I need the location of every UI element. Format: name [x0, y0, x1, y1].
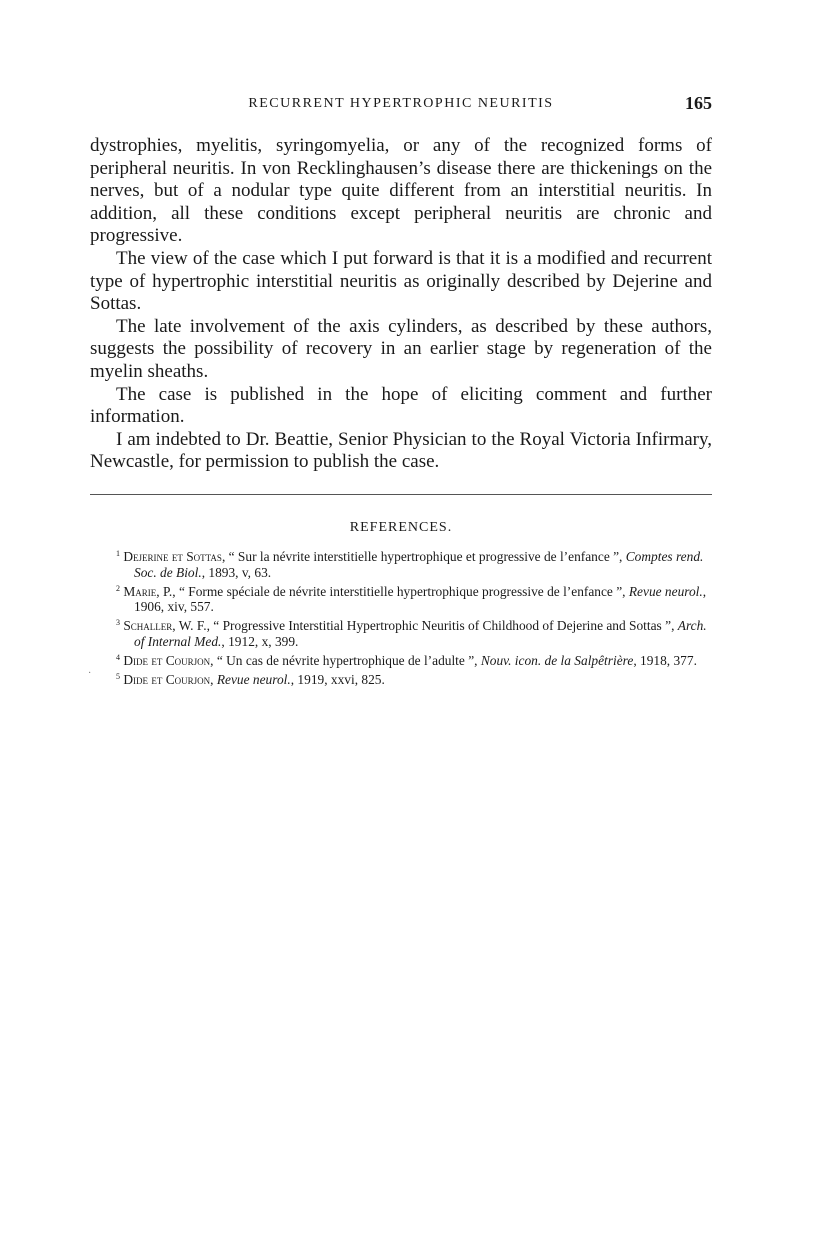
reference-item [116, 581, 712, 616]
reference-title: “ Progressive Interstitial Hypertrophic Neuritis of Childhood of Dejerine and Sottas ”, [209, 618, 678, 634]
reference-number: 4 [116, 652, 120, 662]
reference-item [116, 669, 712, 688]
reference-number: 2 [116, 583, 120, 593]
reference-details: , 1918, 377. [633, 652, 697, 668]
page-number: 165 [685, 93, 712, 113]
reference-number: 5 [116, 671, 120, 681]
reference-authors: Dide et Courjon, [123, 652, 214, 668]
reference-title: “ Sur la névrite interstitielle hypertrophique et progressive de l’enfance ”, [225, 549, 626, 564]
paragraph-acknowledgement: I am indebted to Dr. Beattie, Senior Physician to the Royal Victoria Infirmary, Newcastle, for permission to publish the case. [90, 428, 712, 473]
reference-number: 1 [116, 549, 120, 558]
body-text [90, 135, 712, 474]
paragraph-publication-hope: The case is published in the hope of eliciting comment and further information. [90, 383, 712, 428]
stray-mark: · [88, 668, 92, 679]
reference-journal: Nouv. icon. de la Salpêtrière [480, 652, 634, 668]
reference-journal: Revue neurol. [216, 671, 291, 687]
reference-authors: Dejerine et Sottas, [123, 549, 226, 564]
paragraph-continuation: dystrophies, myelitis, syringomyelia, or any of the recognized forms of peripheral neuritis. In von Recklinghausen’s disease there are thickenings on the nerves, but of a nodular type quite different from an interstitial neuritis. In addition, all these conditions except peripheral neuritis are chronic and progressive. [90, 135, 712, 247]
reference-journal: Arch. of Internal Med. [134, 618, 707, 649]
reference-details: , 1919, xxvi, 825. [290, 671, 385, 687]
reference-details: , 1912, x, 399. [221, 633, 299, 649]
section-divider [90, 494, 712, 495]
reference-title: “ Un cas de névrite hypertrophique de l’adulte ”, [213, 652, 481, 668]
paragraph-axis-cylinders: The late involvement of the axis cylinders, as described by these authors, suggests the possibility of recovery in an earlier stage by regeneration of the myelin sheaths. [90, 315, 712, 382]
reference-journal: Comptes rend. Soc. de Biol. [134, 549, 704, 580]
reference-authors: Dide et Courjon, [123, 671, 214, 687]
reference-number: 3 [116, 618, 120, 628]
reference-details: , 1893, v, 63. [201, 564, 272, 580]
references-list [116, 546, 712, 687]
reference-title: “ Forme spéciale de névrite interstitielle hypertrophique progressive de l’enfance ”, [175, 583, 629, 599]
reference-item [116, 650, 712, 669]
reference-authors: Marie, P., [123, 583, 176, 599]
references-heading: REFERENCES. [349, 520, 453, 535]
page-header [90, 93, 712, 117]
reference-authors: Schaller, W. F., [123, 618, 210, 634]
paragraph-view-of-case: The view of the case which I put forward is that it is a modified and recurrent type of hypertrophic interstitial neuritis as originally described by Dejerine and Sottas. [90, 247, 712, 315]
reference-journal: Revue neurol. [628, 583, 703, 599]
running-title: RECURRENT HYPERTROPHIC NEURITIS [248, 96, 554, 111]
reference-details: , 1906, xiv, 557. [134, 583, 707, 615]
reference-item [116, 546, 712, 581]
reference-item [116, 615, 712, 650]
